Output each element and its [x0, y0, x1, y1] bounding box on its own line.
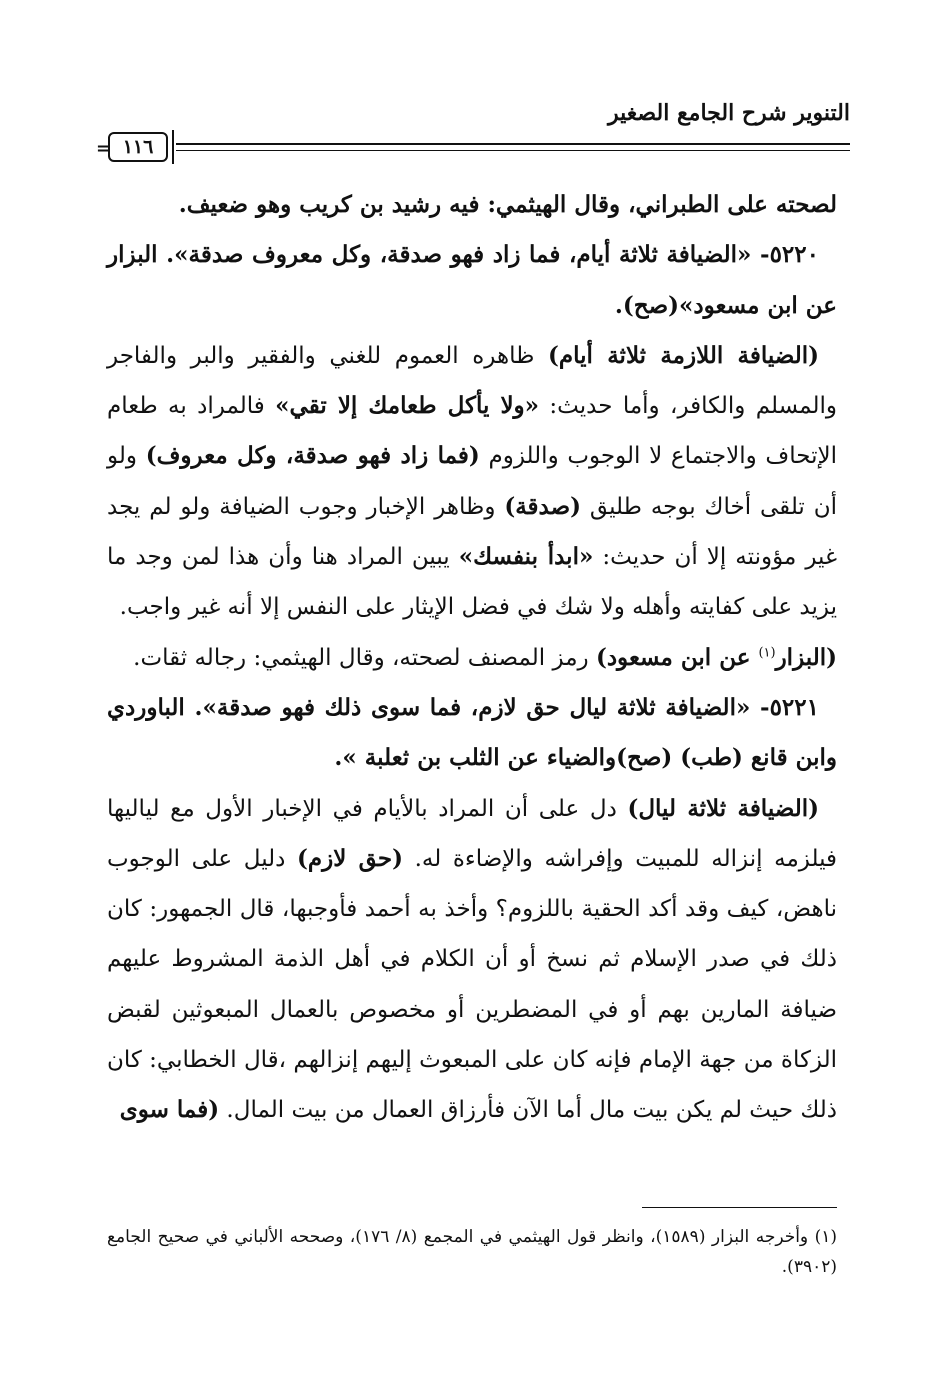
source-5220-lemma-b: عن ابن مسعود): [595, 643, 759, 671]
commentary-5220-text-1: ظاهره العموم للغني والفقير والبر والفاجر والمسلم والكافر، وأما حديث:: [107, 342, 837, 420]
commentary-5220-quote-2: «ابدأ بنفسك»: [458, 543, 594, 571]
commentary-5220: [107, 331, 837, 633]
commentary-5220-text-2: فالمراد به طعام الإتحاف والاجتماع لا الوجوب واللزوم: [107, 393, 838, 470]
paragraph-1-text: لصحته على الطبراني، وقال الهيثمي: فيه رشيد بن كريب وهو ضعيف.: [178, 191, 837, 218]
hadith-5221: [107, 683, 837, 784]
footnote-ref-1[interactable]: (١): [758, 645, 776, 661]
paragraph-1: [107, 180, 837, 230]
commentary-5221-lemma-3: (فما سوى: [119, 1096, 220, 1124]
commentary-5220-text-5: يبين المراد هنا وأن هذا لمن وجد ما يزيد على كفايته وأهله ولا شك في فضل الإيثار على النفس إلا أنه غير واجب.: [107, 544, 837, 621]
body-text: [107, 180, 837, 1136]
running-title: التنوير شرح الجامع الصغير: [608, 100, 850, 126]
commentary-5221-lemma-1: (الضيافة ثلاثة ليال): [627, 794, 819, 822]
commentary-5220-text-3: ولو أن تلقى أخاك بوجه طليق: [107, 443, 837, 520]
commentary-5220-lemma-3: (صدقة): [504, 492, 582, 520]
commentary-5221: [107, 784, 837, 1136]
commentary-5221-text-2: دليل على الوجوب ناهض، كيف وقد أكد الحقية باللزوم؟ وأخذ به أحمد فأوجبها، قال الجمهور: كان ذلك في صدر الإسلام ثم نسخ أو أن الكلام في أهل الذمة المشروط عليهم ضيافة المارين بهم أو في المضطرين أو مخصوص بالعمال المبعوثين لقبض الزكاة من جهة الإمام فإنه كان على المبعوث إليهم إنزالهم ،قال الخطابي: كان ذلك حيث لم يكن بيت مال أما الآن فأرزاق العمال من بيت المال.: [107, 845, 837, 1124]
header-double-rule: [176, 143, 850, 151]
source-5220-text: رمز المصنف لصحته، وقال الهيثمي: رجاله ثقات.: [133, 644, 596, 671]
commentary-5221-lemma-2: (حق لازم): [297, 844, 403, 872]
page-number: ١١٦: [108, 132, 168, 162]
hadith-5220: [107, 230, 837, 331]
commentary-5220-text-4: وظاهر الإخبار وجوب الضيافة ولو لم يجد غير مؤونته إلا أن حديث:: [107, 493, 837, 571]
commentary-5220-lemma-1: (الضيافة اللازمة ثلاثة أيام): [548, 341, 820, 369]
source-5220-lemma-a: (البزار: [775, 643, 837, 671]
footnote-1: (١) وأخرجه البزار (١٥٨٩)، وانظر قول الهيثمي في المجمع (٨/ ١٧٦)، وصححه الألباني في صحيح الجامع (٣٩٠٢).: [107, 1227, 838, 1277]
page-number-mark: =: [96, 138, 112, 159]
hadith-5220-text: ٥٢٢٠- «الضيافة ثلاثة أيام، فما زاد فهو صدقة، وكل معروف صدقة». البزار عن ابن مسعود»(صح).: [107, 241, 837, 319]
commentary-5221-text-1: دل على أن المراد بالأيام في الإخبار الأول مع لياليها فيلزمه إنزاله للمبيت وإفراشه والإضاءة له.: [107, 795, 838, 872]
commentary-5220-lemma-2: (فما زاد فهو صدقة، وكل معروف): [145, 442, 480, 470]
source-5220: [107, 633, 837, 683]
hadith-5221-text: ٥٢٢١- «الضيافة ثلاثة ليال حق لازم، فما سوى ذلك فهو صدقة». الباوردي وابن قانع (طب) (صح)والضياء عن الثلب بن ثعلبة ».: [107, 693, 837, 772]
commentary-5220-quote-1: «ولا يأكل طعامك إلا تقي»: [275, 392, 540, 420]
footnote-separator: [642, 1207, 837, 1208]
